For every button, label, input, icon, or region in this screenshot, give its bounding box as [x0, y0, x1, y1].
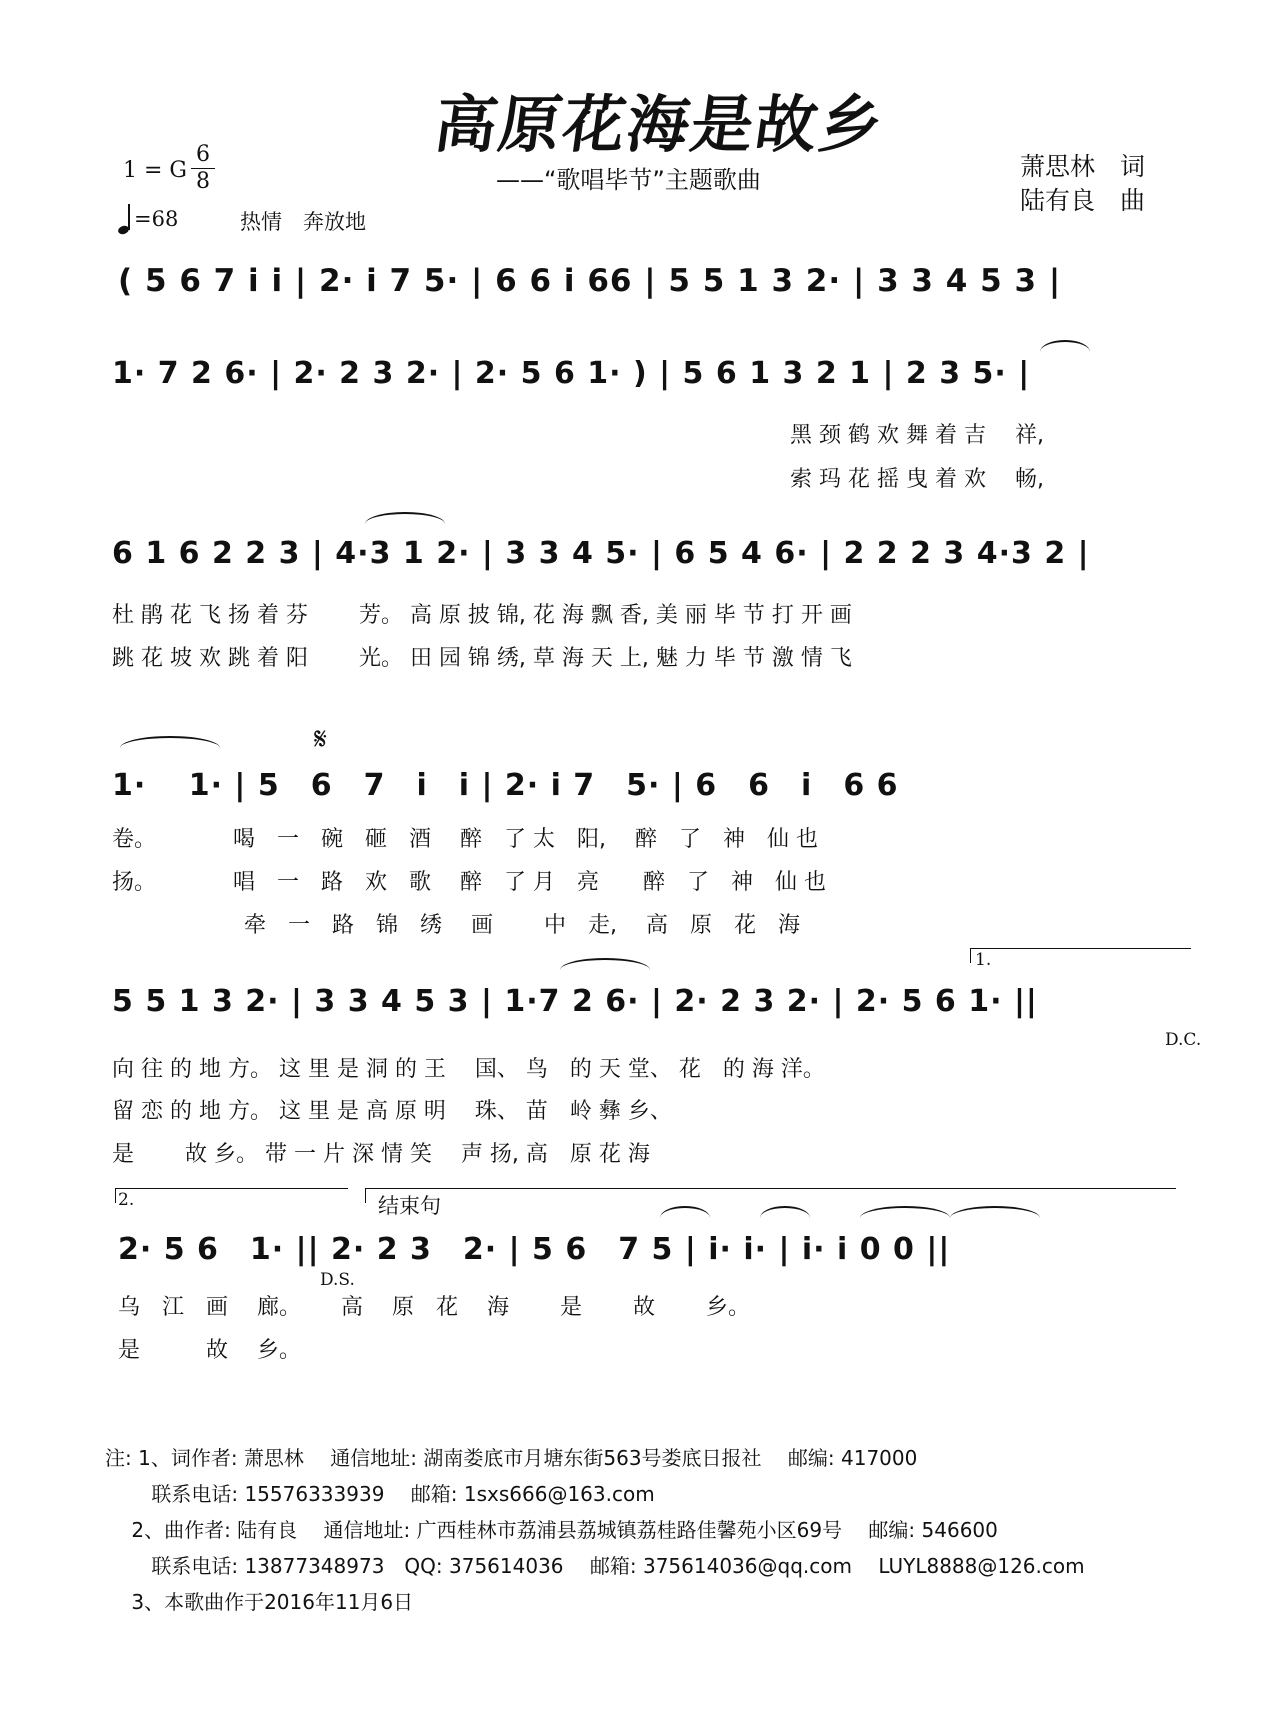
volta-2-label: 2.	[118, 1190, 135, 1210]
lyric-row-5-verse-2: 留 恋 的 地 方。 这 里 是 高 原 明 珠、 苗 岭 彝 乡、	[112, 1099, 672, 1124]
ds-marking: D.S.	[320, 1270, 355, 1290]
lyric-row-2-verse-2: 索 玛 花 摇 曳 着 欢 畅,	[790, 467, 1044, 492]
dc-marking: D.C.	[1165, 1030, 1202, 1050]
lyric-row-2-verse-1: 黑 颈 鹤 欢 舞 着 吉 祥,	[790, 423, 1044, 448]
slur	[660, 1206, 710, 1218]
lyric-row-4-verse-2: 扬。 唱 一 路 欢 歌 醉 了 月 亮 醉 了 神 仙 也	[112, 870, 826, 895]
tempo-marking	[118, 204, 178, 234]
time-signature	[190, 142, 216, 195]
tempo-value: =68	[134, 207, 179, 231]
slur	[120, 736, 220, 748]
expression-marking: 热情 奔放地	[240, 210, 366, 234]
meter-top: 6	[196, 142, 210, 167]
staff-row-1: ( 5 6 7 i i | 2· i 7 5· | 6 6 i 66 | 5 5 1 3 2· | 3 3 4 5 3 |	[118, 263, 1062, 299]
ending-label: 结束句	[378, 1194, 441, 1218]
slur	[560, 958, 650, 970]
lyric-row-5-verse-3: 是 故 乡。 带 一 片 深 情 笑 声 扬, 高 原 花 海	[112, 1142, 650, 1167]
slur	[1040, 340, 1090, 352]
ending-bracket	[365, 1188, 1176, 1203]
staff-row-3: 6 1 6 2 2 3 | 4·3 1 2· | 3 3 4 5· | 6 5 4 6· | 2 2 2 3 4·3 2 |	[112, 536, 1090, 571]
slur	[860, 1206, 950, 1218]
lyric-row-3-verse-2: 跳 花 坡 欢 跳 着 阳 光。 田 园 锦 绣, 草 海 天 上, 魅 力 毕 节 激 情 飞	[112, 646, 852, 671]
footnote-line-4: 联系电话: 13877348973 QQ: 375614036 邮箱: 375614036@qq.com LUYL8888@126.com	[105, 1554, 1085, 1578]
staff-row-4: 1· 1· | 5 6 7 i i | 2· i 7 5· | 6 6 i 6 6	[112, 768, 899, 803]
lyric-row-3-verse-1: 杜 鹃 花 飞 扬 着 芬 芳。 高 原 披 锦, 花 海 飘 香, 美 丽 毕 节 打 开 画	[112, 603, 852, 628]
credits: 萧思林 词 陆有良 曲	[1020, 152, 1146, 215]
footnote-line-2: 联系电话: 15576333939 邮箱: 1sxs666@163.com	[105, 1482, 655, 1506]
staff-row-5: 5 5 1 3 2· | 3 3 4 5 3 | 1·7 2 6· | 2· 2 3 2· | 2· 5 6 1· ||	[112, 984, 1038, 1019]
lyric-row-5-verse-1: 向 往 的 地 方。 这 里 是 洞 的 王 国、 鸟 的 天 堂、 花 的 海 洋。	[112, 1057, 825, 1082]
key-signature: 1 = G	[123, 158, 187, 183]
volta-2-bracket	[115, 1188, 348, 1203]
slur	[950, 1206, 1040, 1218]
footnote-line-1: 注: 1、词作者: 萧思林 通信地址: 湖南娄底市月塘东街563号娄底日报社 邮编: 417000	[105, 1446, 918, 1470]
volta-1-label: 1.	[975, 950, 992, 970]
footnotes	[105, 1440, 1085, 1620]
lyric-row-4-verse-1: 卷。 喝 一 碗 砸 酒 醉 了 太 阳, 醉 了 神 仙 也	[112, 827, 818, 852]
meter-bottom: 8	[196, 169, 210, 194]
lyric-row-4-verse-3: 牵 一 路 锦 绣 画 中 走, 高 原 花 海	[112, 913, 800, 938]
slur	[365, 512, 445, 524]
footnote-line-5: 3、本歌曲作于2016年11月6日	[105, 1590, 414, 1614]
song-subtitle: ——“歌唱毕节”主题歌曲	[496, 166, 761, 194]
quarter-note-icon	[118, 204, 132, 234]
staff-row-2: 1· 7 2 6· | 2· 2 3 2· | 2· 5 6 1· ) | 5 6 1 3 2 1 | 2 3 5· |	[112, 356, 1031, 391]
lyric-row-6-verse-2: 是 故 乡。	[118, 1338, 301, 1363]
segno-icon: 𝄋	[314, 722, 327, 757]
staff-row-6: 2· 5 6 1· || 2· 2 3 2· | 5 6 7 5 | i· i· | i· i 0 0 ||	[118, 1232, 951, 1267]
volta-1-bracket	[970, 948, 1191, 963]
song-title: 高原花海是故乡	[430, 88, 889, 161]
lyric-row-6-verse-1: 乌 江 画 廊。 高 原 花 海 是 故 乡。	[118, 1295, 750, 1320]
footnote-line-3: 2、曲作者: 陆有良 通信地址: 广西桂林市荔浦县荔城镇荔桂路佳馨苑小区69号 邮编: 546600	[105, 1518, 998, 1542]
slur	[760, 1206, 810, 1218]
